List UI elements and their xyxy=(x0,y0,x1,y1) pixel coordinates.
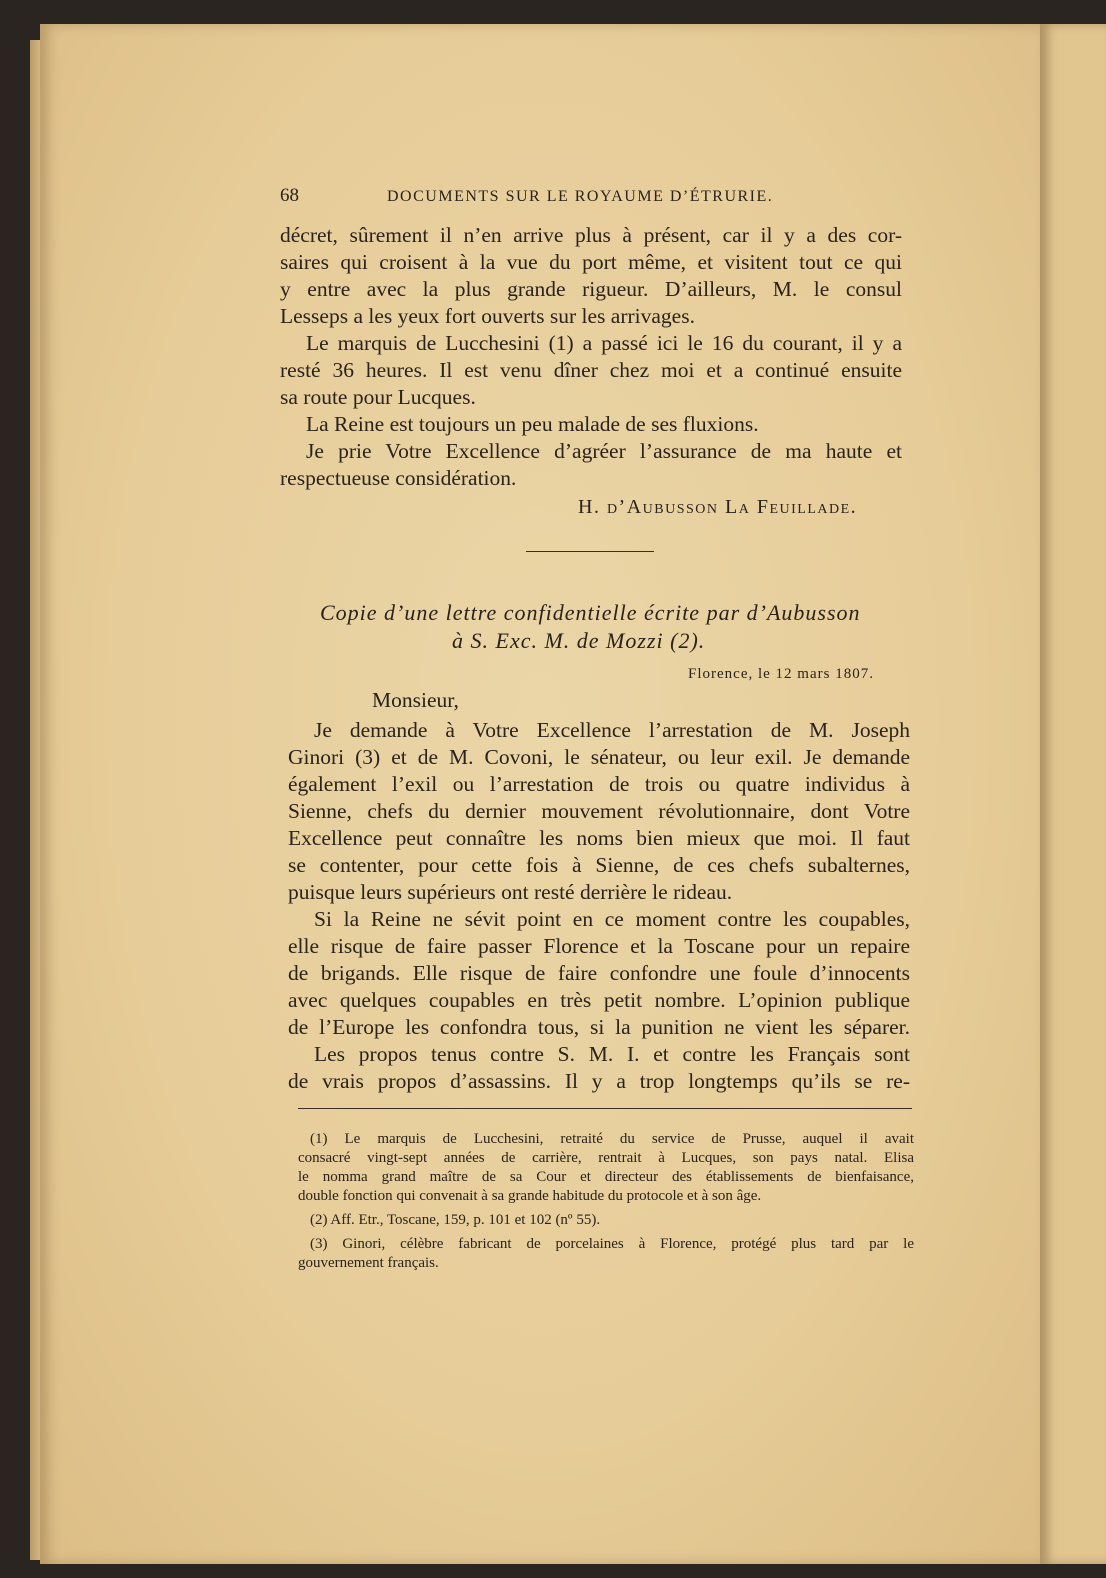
footnote-line: (2) Aff. Etr., Toscane, 159, p. 101 et 102 (nº 55). xyxy=(310,1212,601,1228)
footnote-line: (1) Le marquis de Lucchesini, retraité du service de Prusse, auquel il avait xyxy=(310,1131,914,1147)
footnote-line: (3) Ginori, célèbre fabricant de porcelaines à Florence, protégé plus tard par le xyxy=(310,1236,914,1252)
body-line: se contenter, pour cette fois à Sienne, de ces chefs subalternes, xyxy=(288,853,910,877)
body-line: avec quelques coupables en très petit nombre. L’opinion publique xyxy=(288,988,910,1012)
body-line: saires qui croisent à la vue du port même, et visitent tout ce qui xyxy=(280,250,902,274)
footnote-line: gouvernement français. xyxy=(298,1255,439,1271)
footnote-line: double fonction qui convenait à sa grande habitude du protocole et à son âge. xyxy=(298,1188,762,1204)
body-line: sa route pour Lucques. xyxy=(280,385,476,409)
dateline: Florence, le 12 mars 1807. xyxy=(688,666,874,682)
page-number: 68 xyxy=(280,185,299,206)
footnote-line: consacré vingt-sept années de carrière, rentrait à Lucques, son pays natal. Elisa xyxy=(298,1150,914,1166)
body-line: de vrais propos d’assassins. Il y a trop longtemps qu’ils se re- xyxy=(288,1069,910,1093)
running-title: DOCUMENTS SUR LE ROYAUME D’ÉTRURIE. xyxy=(387,188,774,205)
body-line: Les propos tenus contre S. M. I. et contre les Français sont xyxy=(314,1042,910,1066)
body-line: resté 36 heures. Il est venu dîner chez moi et a continué ensuite xyxy=(280,358,902,382)
body-line: Lesseps a les yeux fort ouverts sur les arrivages. xyxy=(280,304,695,328)
body-line: y entre avec la plus grande rigueur. D’ailleurs, M. le consul xyxy=(280,277,902,301)
body-line: de brigands. Elle risque de faire confondre une foule d’innocents xyxy=(288,961,910,985)
body-line: décret, sûrement il n’en arrive plus à présent, car il y a des cor- xyxy=(280,223,902,247)
footnote-rule xyxy=(298,1108,912,1109)
body-line: Excellence peut connaître les noms bien mieux que moi. Il faut xyxy=(288,826,910,850)
body-line: Je prie Votre Excellence d’agréer l’assurance de ma haute et xyxy=(306,439,902,463)
body-line: elle risque de faire passer Florence et la Toscane pour un repaire xyxy=(288,934,910,958)
footnote-line: le nomma grand maître de sa Cour et directeur des établissements de bienfaisance, xyxy=(298,1169,914,1185)
body-line: respectueuse considération. xyxy=(280,466,517,490)
body-line: de l’Europe les confondra tous, si la punition ne vient les séparer. xyxy=(288,1015,910,1039)
body-line: également l’exil ou l’arrestation de trois ou quatre individus à xyxy=(288,772,910,796)
salutation: Monsieur, xyxy=(372,688,459,712)
section-divider xyxy=(526,551,654,552)
running-header xyxy=(280,185,900,207)
body-line: Je demande à Votre Excellence l’arrestation de M. Joseph xyxy=(314,718,910,742)
signature: H. d’Aubusson La Feuillade. xyxy=(578,496,858,518)
document-caption-line1: Copie d’une lettre confidentielle écrite par d’Aubusson xyxy=(320,600,861,625)
facing-page-edge xyxy=(1040,24,1106,1564)
body-line: Le marquis de Lucchesini (1) a passé ici le 16 du courant, il y a xyxy=(306,331,902,355)
body-line: puisque leurs supérieurs ont resté derrière le rideau. xyxy=(288,880,733,904)
document-caption-line2: à S. Exc. M. de Mozzi (2). xyxy=(452,628,706,653)
body-line: La Reine est toujours un peu malade de ses fluxions. xyxy=(306,412,759,436)
body-line: Ginori (3) et de M. Covoni, le sénateur, ou leur exil. Je demande xyxy=(288,745,910,769)
body-line: Sienne, chefs du dernier mouvement révolutionnaire, dont Votre xyxy=(288,799,910,823)
body-line: Si la Reine ne sévit point en ce moment contre les coupables, xyxy=(314,907,910,931)
